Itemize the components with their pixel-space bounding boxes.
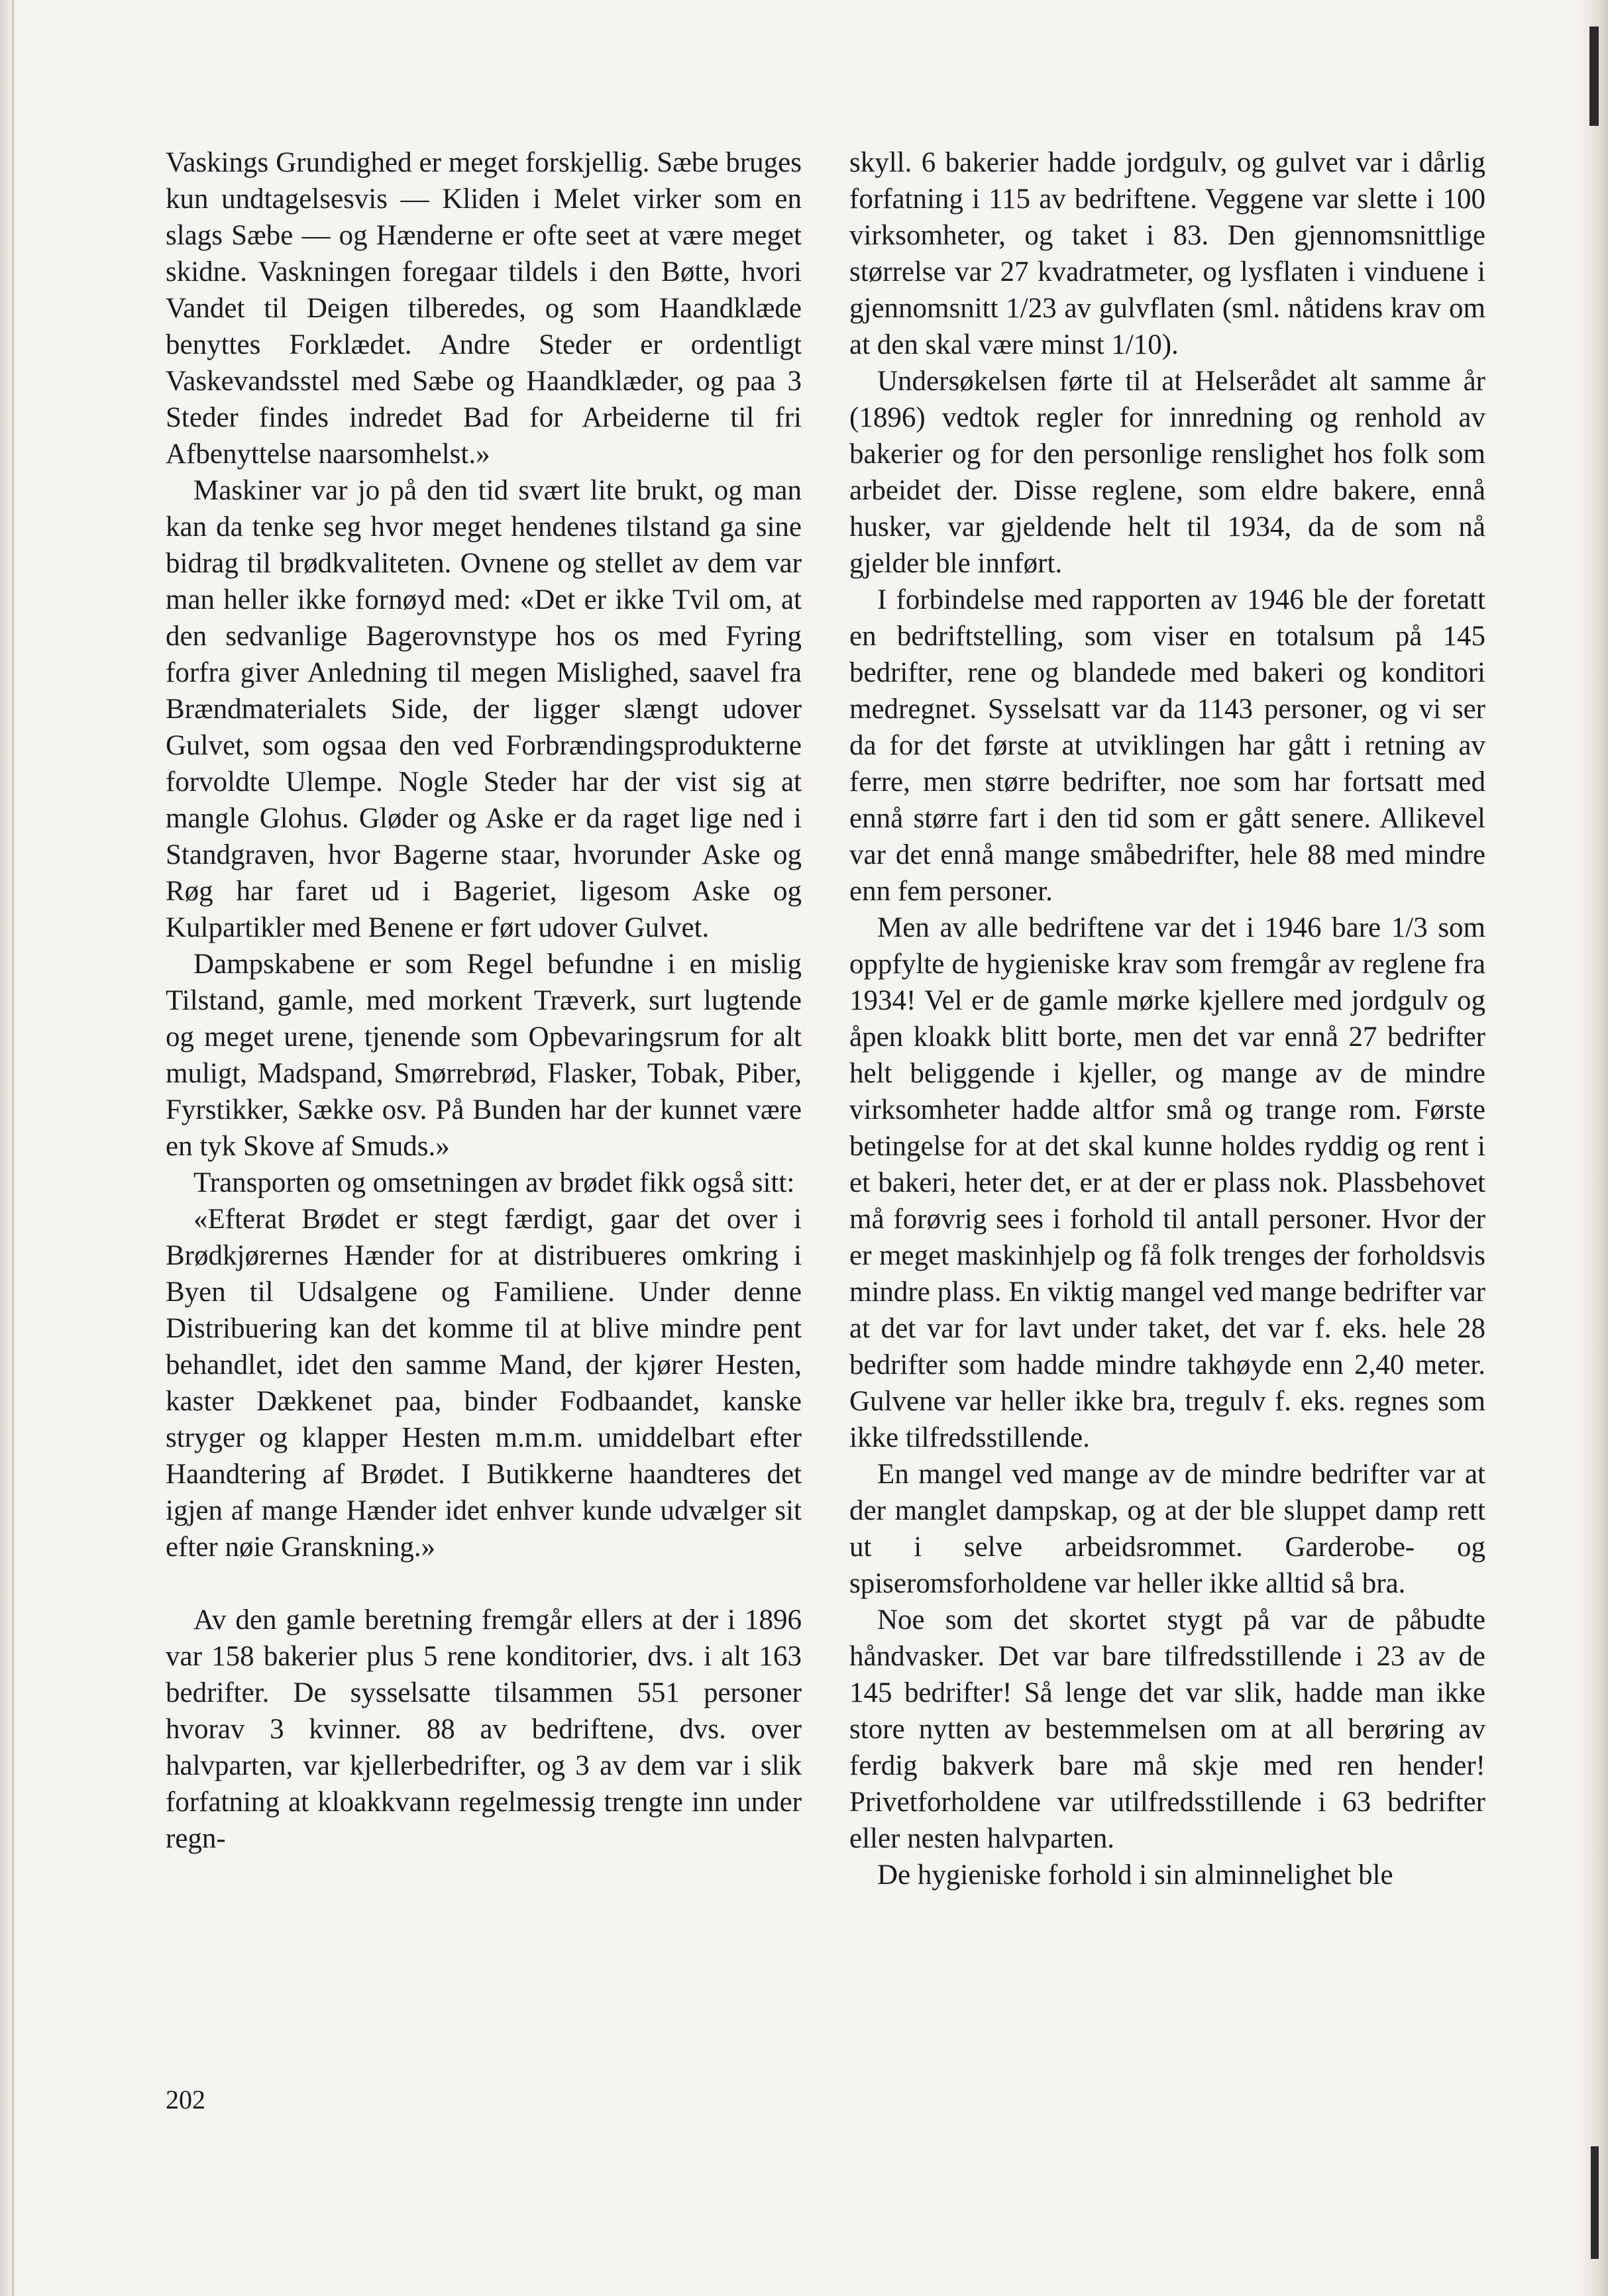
paragraph: Undersøkelsen førte til at Helserådet alt samme år (1896) vedtok regler for innredning og renhold av bakerier og for den personlige renslighet hos folk som arbeidet der. Disse reglene, som eldre bakere, ennå husker, var gjeldende helt til 1934, da de som nå gjelder ble innført. (849, 366, 1485, 579)
page-right-edge-shadow (1578, 0, 1608, 2296)
paragraph: Noe som det skortet stygt på var de påbudte håndvasker. Det var bare tilfredsstillende i 23 av de 145 bedrifter! Så lenge det var slik, hadde man ikke store nytten av bestemmelsen om at all berøring av ferdig bakverk bare må skje med ren hender! Privetforholdene var utilfredsstillende i 63 bedrifter eller nesten halvparten. (849, 1604, 1485, 1854)
text-column-right (849, 144, 1485, 1893)
paragraph: Men av alle bedriftene var det i 1946 bare 1/3 som oppfylte de hygieniske krav som fremgår av reglene fra 1934! Vel er de gamle mørke kjellere med jordgulv og åpen kloakk blitt borte, men det var ennå 27 bedrifter helt beliggende i kjeller, og mange av de mindre virksomheter hadde altfor små og trange rom. Første betingelse for at det skal kunne holdes ryddig og rent i et bakeri, heter det, er at der er plass nok. Plassbehovet må forøvrig sees i forhold til antall personer. Hvor der er meget maskinhjelp og få folk trenges der forholdsvis mindre plass. En viktig mangel ved mange bedrifter var at det var for lavt under taket, det var f. eks. hele 28 bedrifter som hadde mindre takhøyde enn 2,40 meter. Gulvene var heller ikke bra, tregulv f. eks. regnes som ikke tilfredsstillende. (849, 912, 1485, 1453)
text-column-left (166, 144, 802, 1857)
paragraph: Dampskabene er som Regel befundne i en mislig Tilstand, gamle, med morkent Træverk, surt lugtende og meget urene, tjenende som Opbevaringsrum for alt muligt, Madspand, Smørrebrød, Flasker, Tobak, Piber, Fyrstikker, Sække osv. På Bunden har der kunnet være en tyk Skove af Smuds.» (166, 949, 802, 1162)
page-left-edge-shadow (0, 0, 17, 2296)
paragraph: De hygieniske forhold i sin alminnelighet ble (877, 1859, 1393, 1891)
paragraph: En mangel ved mange av de mindre bedrifter var at der manglet dampskap, og at der ble sluppet damp rett ut i selve arbeidsrommet. Garderobe- og spiseromsforholdene var heller ikke alltid så bra. (849, 1459, 1485, 1599)
page-left-edge-line (12, 0, 14, 2296)
page-edge-mark-top (1589, 26, 1599, 126)
paragraph: Av den gamle beretning fremgår ellers at der i 1896 var 158 bakerier plus 5 rene konditorier, dvs. i alt 163 bedrifter. De sysselsatte tilsammen 551 personer hvorav 3 kvinner. 88 av bedriftene, dvs. over halvparten, var kjellerbedrifter, og 3 av dem var i slik forfatning at kloakkvann regelmessig trengte inn under regn- (166, 1604, 802, 1854)
paragraph: Maskiner var jo på den tid svært lite brukt, og man kan da tenke seg hvor meget hendenes tilstand ga sine bidrag til brødkvaliteten. Ovnene og stellet av dem var man heller ikke fornøyd med: «Det er ikke Tvil om, at den sedvanlige Bagerovnstype hos os med Fyring forfra giver Anledning til megen Mislighed, saavel fra Brændmaterialets Side, der ligger slængt udover Gulvet, som ogsaa den ved Forbrændingsprodukterne forvoldte Ulempe. Nogle Steder har der vist sig at mangle Glohus. Gløder og Aske er da raget lige ned i Standgraven, hvor Bagerne staar, hvorunder Aske og Røg har faret ud i Bageriet, ligesom Aske og Kulpartikler med Benene er ført udover Gulvet. (166, 475, 802, 943)
page-number: 202 (166, 2085, 205, 2114)
paragraph: Transporten og omsetningen av brødet fikk også sitt: (193, 1167, 795, 1198)
paragraph: «Efterat Brødet er stegt færdigt, gaar det over i Brødkjørernes Hænder for at distribueres omkring i Byen til Udsalgene og Familiene. Under denne Distribuering kan det komme til at blive mindre pent behandlet, idet den samme Mand, der kjører Hesten, kaster Dækkenet paa, binder Fodbaandet, kanske stryger og klapper Hesten m.m.m. umiddelbart efter Haandtering af Brødet. I Butikkerne haandteres det igjen af mange Hænder idet enhver kunde udvælger sit efter nøie Granskning.» (166, 1204, 802, 1563)
paragraph: I forbindelse med rapporten av 1946 ble der foretatt en bedriftstelling, som viser en totalsum på 145 bedrifter, rene og blandede med bakeri og konditori medregnet. Sysselsatt var da 1143 personer, og vi ser da for det første at utviklingen har gått i retning av ferre, men større bedrifter, noe som har fortsatt med ennå større fart i den tid som er gått senere. Allikevel var det ennå mange småbedrifter, hele 88 med mindre enn fem personer. (849, 584, 1485, 907)
paragraph: Vaskings Grundighed er meget forskjellig. Sæbe bruges kun undtagelsesvis — Kliden i Melet virker som en slags Sæbe — og Hænderne er ofte seet at være meget skidne. Vaskningen foregaar tildels i den Bøtte, hvori Vandet til Deigen tilberedes, og som Haandklæde benyttes Forklædet. Andre Steder er ordentligt Vaskevandsstel med Sæbe og Haandklæder, og paa 3 Steder findes indredet Bad for Arbeiderne til fri Afbenyttelse naarsomhelst.» (166, 147, 802, 470)
page-edge-mark-bottom (1591, 2146, 1599, 2259)
paragraph: skyll. 6 bakerier hadde jordgulv, og gulvet var i dårlig forfatning i 115 av bedriftene. Veggene var slette i 100 virksomheter, og taket i 83. Den gjennomsnittlige størrelse var 27 kvadratmeter, og lysflaten i vinduene i gjennomsnitt 1/23 av gulvflaten (sml. nåtidens krav om at den skal være minst 1/10). (849, 147, 1485, 360)
